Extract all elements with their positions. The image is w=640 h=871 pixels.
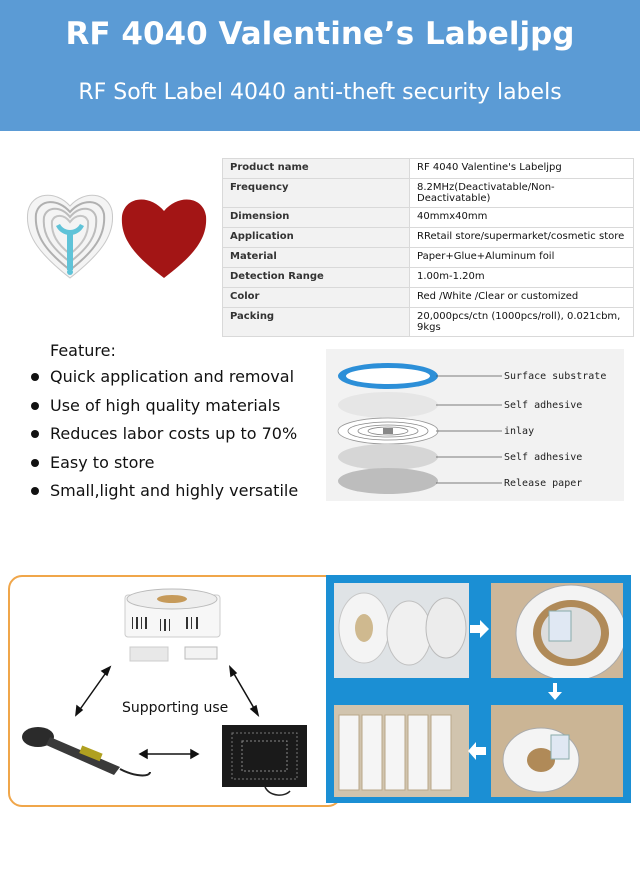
feature-item [28,481,298,510]
feature-list [28,367,298,510]
feature-item [28,367,298,396]
bullet-icon [31,402,39,410]
white-heart-label-icon [27,195,112,278]
photo-roll-closeup [491,583,623,678]
spec-row [223,288,634,308]
product-images [22,186,222,286]
spec-value: RRetail store/supermarket/cosmetic store [410,228,634,248]
feature-item [28,453,298,482]
spec-key: Product name [223,159,410,179]
feature-text: Reduces labor costs up to 70% [50,424,298,443]
header-banner [0,0,640,131]
spec-value: Red /White /Clear or customized [410,288,634,308]
supporting-use-panel [8,575,342,807]
spec-key: Material [223,248,410,268]
spec-key: Frequency [223,179,410,208]
spec-row [223,248,634,268]
spec-table [222,158,634,337]
feature-title: Feature: [50,341,116,360]
photo-carton-packing [334,705,469,797]
feature-text: Quick application and removal [50,367,295,386]
release-paper-layer [338,468,438,494]
soft-label-icon [130,647,168,661]
spec-value: RF 4040 Valentine's Labeljpg [410,159,634,179]
spec-row [223,268,634,288]
heart-labels-image [22,186,222,286]
arrow-down-icon [548,683,562,700]
red-heart-label-icon [122,200,206,278]
arrow-left-icon [468,742,486,760]
bullet-icon [31,459,39,467]
spec-key: Dimension [223,208,410,228]
spec-value: 1.00m-1.20m [410,268,634,288]
feature-text: Easy to store [50,452,155,472]
barcode-label-icon [185,647,217,659]
layer-label: Surface substrate [504,371,607,382]
spec-value: 40mmx40mm [410,208,634,228]
spec-row [223,228,634,248]
packing-photos-panel [326,575,631,803]
layer-label: Self adhesive [504,400,583,411]
self-adhesive-layer-1 [338,392,438,418]
bullet-icon [31,373,39,381]
spec-row [223,159,634,179]
feature-item [28,424,298,453]
layer-label: inlay [504,426,535,437]
spec-value: Paper+Glue+Aluminum foil [410,248,634,268]
page-subtitle: RF Soft Label 4040 anti-theft security labels [78,80,562,105]
spec-key: Packing [223,308,410,337]
label-roll-icon [125,589,220,637]
feature-text: Small,light and highly versatile [50,481,299,500]
layer-label: Self adhesive [504,452,583,463]
spec-key: Application [223,228,410,248]
layer-label: Release paper [504,478,583,489]
spec-row [223,179,634,208]
feature-item [28,396,298,425]
spec-row [223,208,634,228]
bullet-icon [31,487,39,495]
spec-row [223,308,634,337]
arrow-right-icon [470,620,489,638]
supporting-use-label: Supporting use [122,700,229,716]
bullet-icon [31,430,39,438]
photo-boxed-roll [491,705,623,797]
spec-value: 20,000pcs/ctn (1000pcs/roll), 0.021cbm, 9kgs [410,308,634,337]
handheld-detector-icon [22,727,150,775]
label-layers-diagram [326,349,624,501]
spec-key: Color [223,288,410,308]
spec-key: Detection Range [223,268,410,288]
self-adhesive-layer-2 [338,444,438,470]
floor-antenna-icon [222,725,307,795]
feature-text: Use of high quality materials [50,395,281,415]
photo-label-rolls [334,583,469,678]
spec-value: 8.2MHz(Deactivatable/Non-Deactivatable) [410,179,634,208]
page-title: RF 4040 Valentine’s Labeljpg [65,16,575,52]
